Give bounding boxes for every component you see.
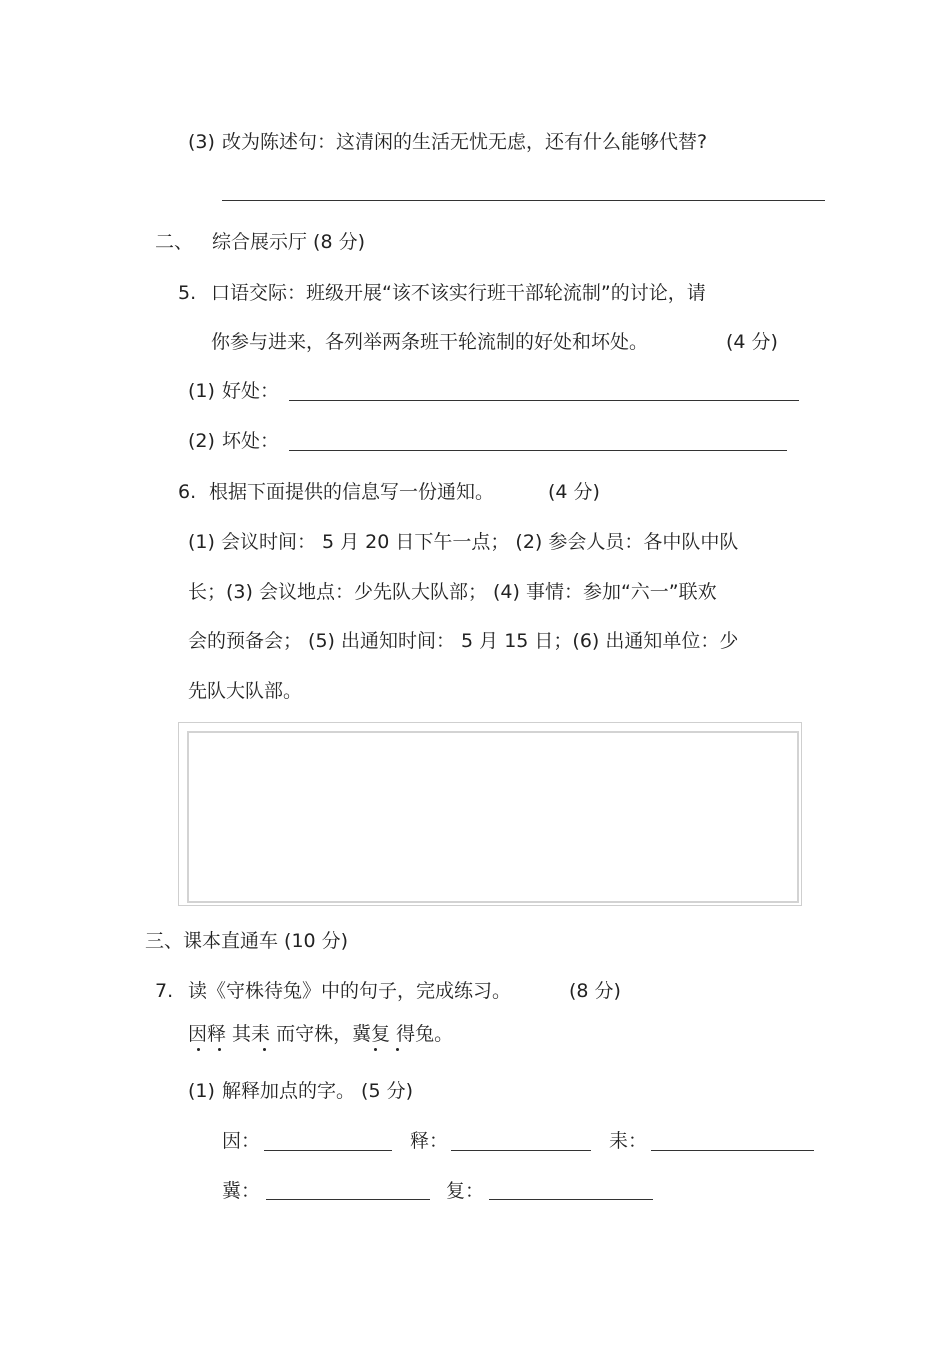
char-ji-answer-line[interactable]	[266, 1199, 430, 1200]
q5-item1-label: 好处：	[222, 380, 280, 402]
q4-3-number: (3)	[188, 131, 215, 153]
q7-sub1-number: (1)	[188, 1080, 215, 1102]
char-lei-answer-line[interactable]	[651, 1150, 814, 1151]
emphasis-dot	[374, 1048, 377, 1051]
emphasis-dot	[263, 1048, 266, 1051]
q5-prompt-line1: 口语交际：班级开展“该不该实行班干部轮流制”的讨论，请	[211, 282, 706, 304]
char-shi-label: 释：	[410, 1130, 449, 1152]
q5-score: (4 分)	[726, 331, 778, 353]
q6-prompt: 根据下面提供的信息写一份通知。	[209, 481, 495, 503]
q7-number: 7.	[155, 980, 174, 1002]
section-2-number: 二、	[155, 231, 194, 253]
q6-score: (4 分)	[548, 481, 600, 503]
char-shi-answer-line[interactable]	[451, 1150, 591, 1151]
char-fu-answer-line[interactable]	[489, 1199, 653, 1200]
char-fu-label: 复：	[446, 1180, 485, 1202]
char-lei-label: 耒：	[609, 1130, 648, 1152]
q6-answer-box-inner	[187, 731, 799, 903]
q5-item2-label: 坏处：	[222, 430, 280, 452]
q7-sub1-prompt: 解释加点的字。 (5 分)	[222, 1080, 413, 1102]
q5-prompt-line2: 你参与进来，各列举两条班干轮流制的好处和坏处。	[211, 331, 649, 353]
q5-number: 5.	[178, 282, 197, 304]
q6-info-line3: 会的预备会； (5) 出通知时间： 5 月 15 日；(6) 出通知单位：少	[188, 630, 739, 652]
char-yin-label: 因：	[222, 1130, 261, 1152]
q6-info-line1: (1) 会议时间： 5 月 20 日下午一点； (2) 参会人员：各中队中队	[188, 531, 739, 553]
emphasis-dot	[396, 1048, 399, 1051]
q7-prompt: 读《守株待兔》中的句子，完成练习。	[188, 980, 512, 1002]
q5-drawback-answer-line[interactable]	[289, 450, 787, 451]
q6-info-line2: 长；(3) 会议地点：少先队大队部； (4) 事情：参加“六一”联欢	[188, 581, 717, 603]
q7-classical-sentence: 因释 其耒 而守株，冀复 得兔。	[188, 1023, 454, 1045]
q5-item1-number: (1)	[188, 380, 215, 402]
section-3-title: 三、课本直通车 (10 分)	[145, 930, 349, 952]
section-2-title: 综合展示厅 (8 分)	[212, 231, 365, 253]
q7-score: (8 分)	[569, 980, 621, 1002]
q4-3-answer-line[interactable]	[222, 200, 825, 201]
q5-item2-number: (2)	[188, 430, 215, 452]
char-yin-answer-line[interactable]	[264, 1150, 392, 1151]
q4-3-prompt: 改为陈述句：这清闲的生活无忧无虑，还有什么能够代替?	[222, 131, 708, 153]
q6-answer-box[interactable]	[178, 722, 802, 906]
emphasis-dot	[197, 1048, 200, 1051]
emphasis-dot	[218, 1048, 221, 1051]
q6-info-line4: 先队大队部。	[188, 680, 303, 702]
char-ji-label: 冀：	[222, 1180, 261, 1202]
q5-benefit-answer-line[interactable]	[289, 400, 799, 401]
q6-number: 6.	[178, 481, 197, 503]
